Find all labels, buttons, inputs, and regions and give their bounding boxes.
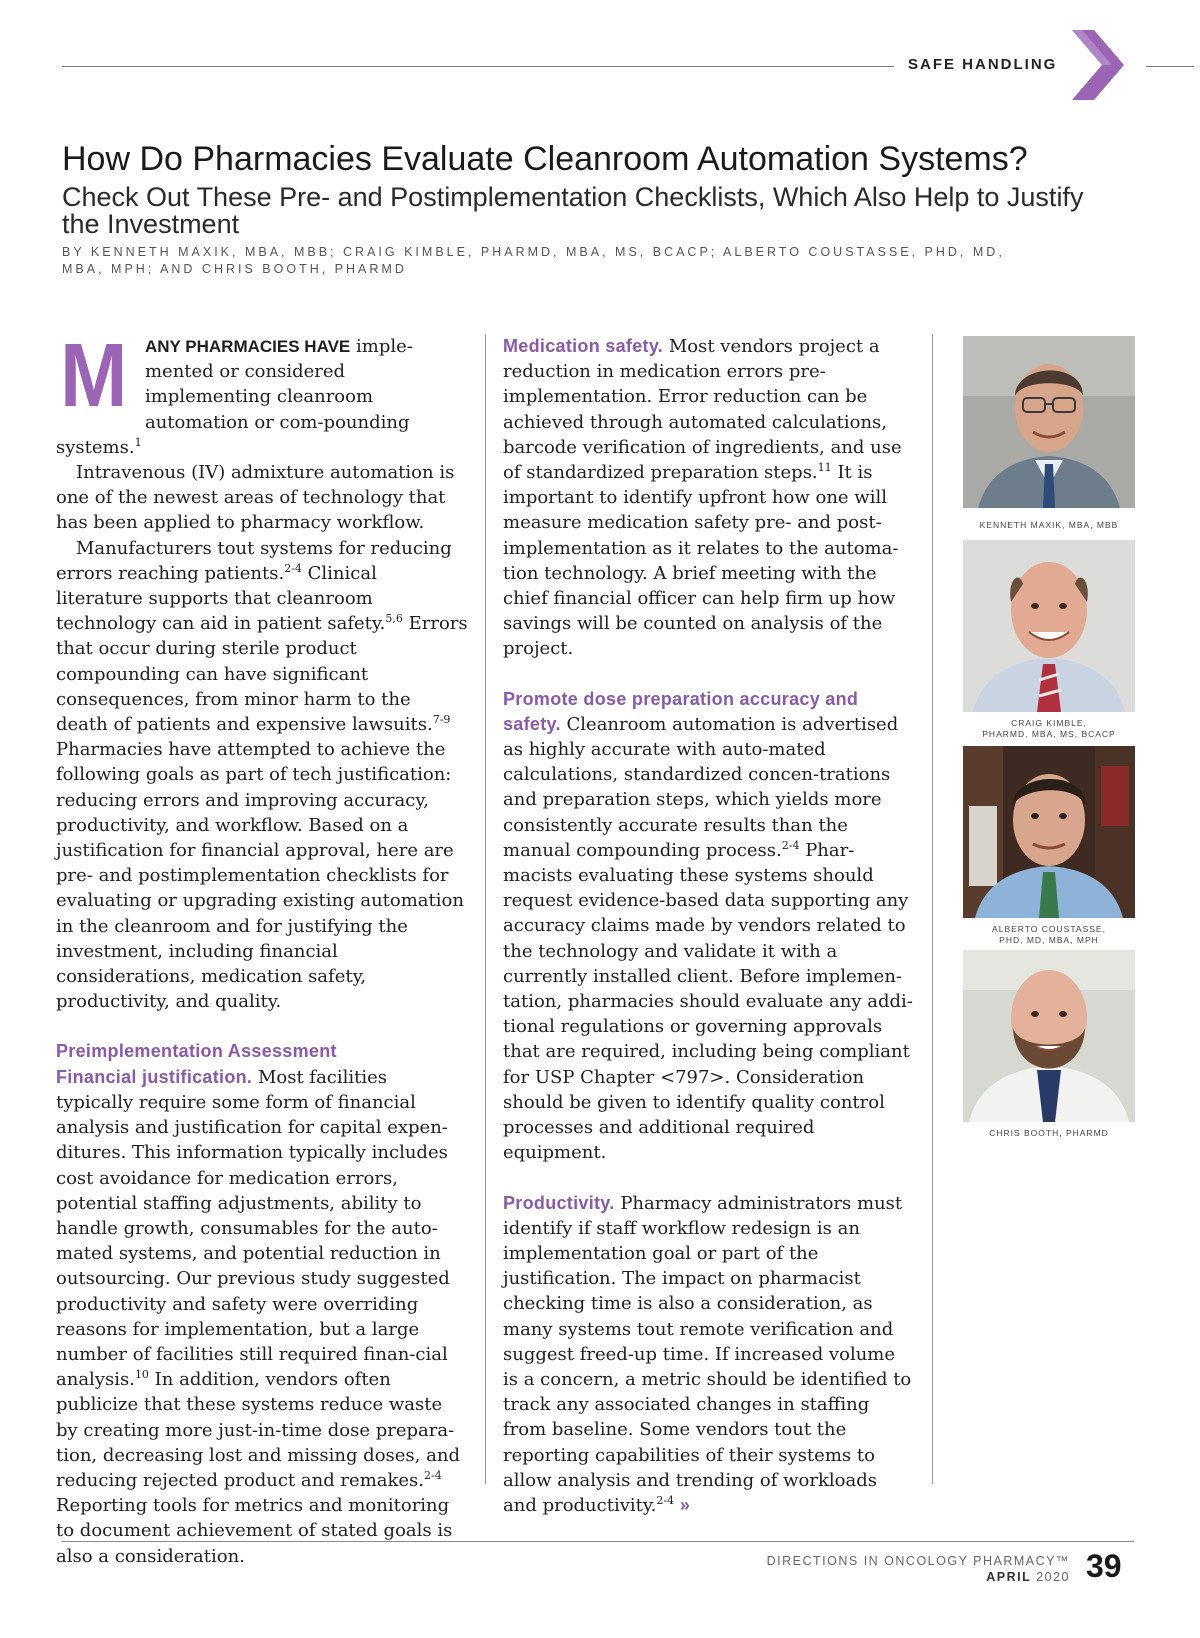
footer-rule: [62, 1541, 1134, 1542]
paragraph-text: Reporting tools for metrics and monitoring to document achievement of stated goals is also a consideration.: [56, 1495, 453, 1567]
paragraph: Intravenous (IV) admixture automation is one of the newest areas of technology that has been applied to pharmacy workflow.: [56, 462, 455, 534]
paragraph-text: Cleanroom automation is advertised as highly accurate with auto-mated calculations, standardized concen-trations and preparation steps, which yields more consistently accurate results than the manual compounding process.: [503, 713, 899, 861]
intro-paragraph: [56, 326, 468, 460]
reference: 10: [134, 1368, 149, 1382]
paragraph: [503, 334, 913, 662]
left-column: [56, 326, 468, 1569]
subsection-heading: Productivity.: [503, 1192, 615, 1213]
subsection-heading: Medication safety.: [503, 336, 664, 356]
subsection-heading: Promote dose preparation accuracy and safety.: [503, 688, 859, 734]
paragraph-text: In addition, vendors often publicize that these systems reduce waste by creating more just-in-time dose prepara-tion, decreasing lost and missing doses, and reducing rejected product and remakes.: [56, 1369, 460, 1491]
footer-publication: [767, 1553, 1070, 1585]
author-caption: [955, 924, 1143, 946]
paragraph-text: Errors that occur during sterile product compounding can have significant consequences, from minor harm to the death of patients and expensive lawsuits.: [56, 613, 468, 736]
issue-year: 2020: [1036, 1570, 1070, 1584]
author-photo-maxik: [963, 336, 1135, 508]
paragraph-text: Most vendors project a reduction in medication errors pre-implementation. Error reduction can be achieved through automated calculations, barcode verification of ingredients, and use of standardized preparation steps.: [503, 336, 902, 484]
article-subtitle: Check Out These Pre- and Postimplementation Checklists, Which Also Help to Justify the Investment: [62, 182, 1084, 239]
section-label: SAFE HANDLING: [908, 56, 1058, 73]
section-heading-text: Preimplementation Assessment: [56, 1041, 337, 1062]
subsection-heading: Financial justification.: [56, 1066, 253, 1087]
author-photo-booth: [963, 950, 1135, 1122]
byline: BY KENNETH MAXIK, MBA, MBB; CRAIG KIMBLE, PHARMD, MBA, MS, BCACP; ALBERTO COUSTASSE, PHD, MD, MBA, MPH; AND CHRIS BOOTH, PHARMD: [62, 245, 1005, 276]
paragraph: [56, 536, 468, 1015]
paragraph-text: Pharmacy administrators must identify if staff workflow redesign is an implementation goal or part of the justification. The impact on pharmacist checking time is also a consideration, as many systems tout remote verification and suggest freed-up time. If increased volume is a concern, a metric should be identified to track any associated changes in staffing from baseline. Some vendors tout the reporting capabilities of their systems to allow analysis and trending of workloads and productivity.: [503, 1192, 912, 1516]
reference: 2-4: [781, 838, 800, 852]
paragraph-text: Clinical literature supports that cleanroom technology can aid in patient safety.: [56, 562, 386, 635]
reference: 2-4: [284, 561, 302, 575]
issue-date: [767, 1569, 1070, 1585]
author-caption: KENNETH MAXIK, MBA, MBB: [979, 520, 1119, 530]
author-caption: CHRIS BOOTH, PHARMD: [989, 1128, 1109, 1138]
author-caption: [955, 718, 1143, 740]
paragraph: [56, 1065, 468, 1569]
reference: 11: [817, 461, 832, 475]
column-divider: [485, 334, 486, 1484]
publication-name: DIRECTIONS IN ONCOLOGY PHARMACY™: [766, 1554, 1070, 1568]
reference: 1: [134, 435, 142, 449]
reference: 2-4: [424, 1468, 442, 1482]
chevron-arrow-icon: [1072, 30, 1124, 100]
issue-month: APRIL: [986, 1570, 1032, 1584]
reference: 5,6: [385, 612, 403, 626]
column-divider: [932, 334, 933, 1484]
paragraph-text: Manufacturers tout systems for reducing errors reaching patients.: [56, 537, 452, 584]
header-rule-left: [62, 66, 894, 67]
paragraph: [503, 1191, 913, 1519]
header-rule-right: [1146, 66, 1194, 67]
author-caption-line: ALBERTO COUSTASSE,: [992, 924, 1106, 934]
paragraph-text: Most facilities typically require some form of financial analysis and justification for capital expen-ditures. This information typically includes cost avoidance for medication errors, potential staffing adjustments, ability to handle growth, consumables for the auto-mated systems, and potential reduction in outsourcing. Our previous study suggested productivity and safety were overriding reasons for implementation, but a large number of facilities still required finan-cial analysis.: [56, 1066, 450, 1391]
paragraph-text: imple-mented or considered implementing cleanroom automation or com-pounding systems.: [56, 336, 413, 458]
middle-column: [503, 334, 913, 1518]
author-caption-line: PHD, MD, MBA, MPH: [999, 935, 1099, 945]
section-heading: [56, 1039, 468, 1064]
drop-cap: M: [60, 326, 128, 426]
author-caption-line: PHARMD, MBA, MS, BCACP: [982, 729, 1116, 739]
lead-in: ANY PHARMACIES HAVE: [144, 337, 351, 356]
paragraph-text: Phar-macists evaluating these systems should request evidence-based data supporting any accuracy claims made by vendors related to the technology and validate it with a currently installed client. Before implemen-tation, pharmacies should evaluate any addi-tional regulations or governing approvals that are required, including being compliant for USP Chapter <797>. Consideration should be given to identify quality control processes and additional required equipment.: [503, 839, 913, 1164]
paragraph-text: Pharmacies have attempted to achieve the following goals as part of tech justification: reducing errors and improving accuracy, productivity, and workflow. Based on a justification for financial approval, here are pre- and postimplementation checklists for evaluating or upgrading existing automation in the cleanroom and for justifying the investment, including financial considerations, medication safety, productivity, and quality.: [56, 739, 464, 1013]
page-number: 39: [1086, 1548, 1122, 1584]
author-photo-coustasse: [963, 746, 1135, 918]
author-caption-line: CRAIG KIMBLE,: [1011, 718, 1087, 728]
article-title: How Do Pharmacies Evaluate Cleanroom Automation Systems?: [62, 140, 1028, 178]
continue-arrow: »: [679, 1494, 690, 1515]
paragraph: [503, 687, 913, 1166]
author-photo-kimble: [963, 540, 1135, 712]
paragraph-text: It is important to identify upfront how one will measure medication safety pre- and post-implementation as it relates to the automa-tion technology. A brief meeting with the chief financial officer can help firm up how savings will be counted on analysis of the project.: [503, 462, 899, 660]
reference: 2-4: [656, 1493, 675, 1507]
reference: 7-9: [432, 713, 451, 727]
